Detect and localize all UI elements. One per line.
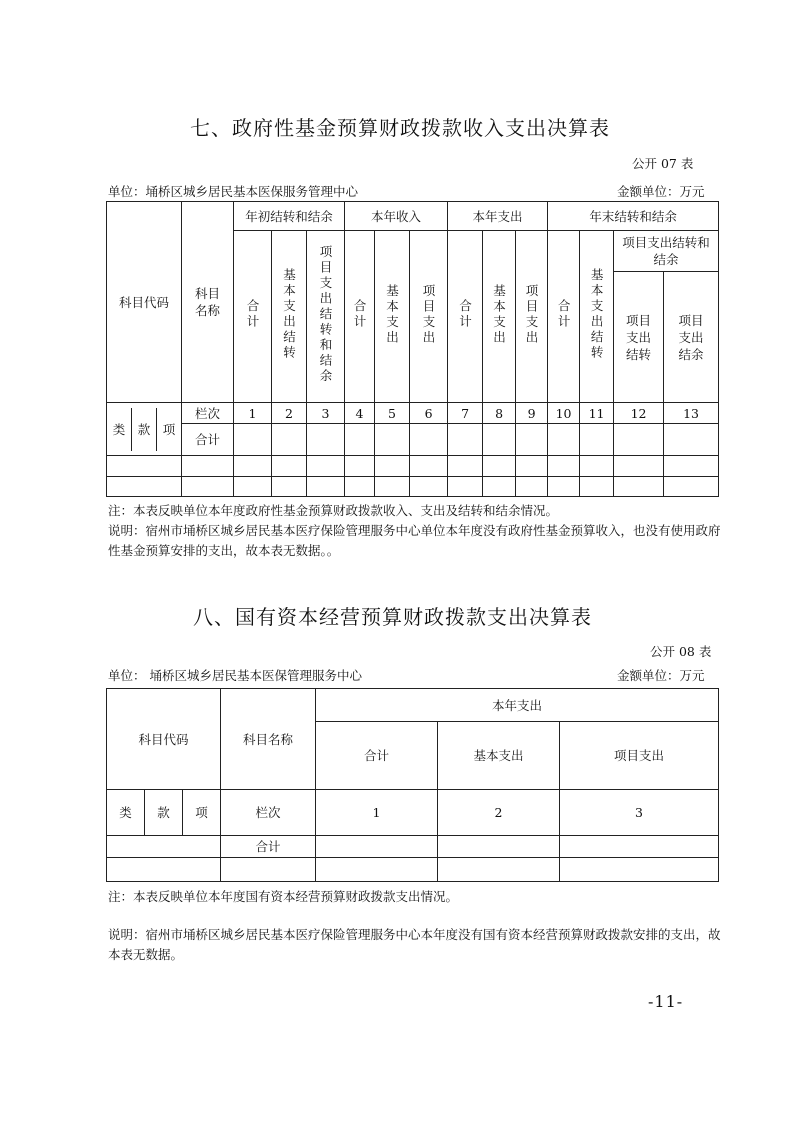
lei-kuan-xiang-cell [107, 403, 182, 456]
current-expense-group-header: 本年支出 [448, 202, 548, 231]
column-number: 11 [580, 403, 614, 424]
end-project-carry-header [614, 272, 664, 403]
column-number: 1 [316, 790, 438, 836]
end-project-balance-header [614, 231, 719, 272]
column-number: 10 [548, 403, 580, 424]
end-total-header [548, 231, 580, 403]
project-expense-header: 项目支出 [560, 722, 719, 790]
income-basic-header [375, 231, 410, 403]
begin-basic-balance-header-text: 基本支出结转 [281, 268, 297, 361]
section8-note: 注：本表反映单位本年度国有资本经营预算财政拨款支出情况。 [108, 889, 459, 904]
subject-name-header-text: 科目名称 [195, 286, 221, 318]
section7-title: 七、政府性基金预算财政拨款收入支出决算表 [190, 116, 610, 140]
heji-label: 合计 [182, 424, 234, 456]
subject-code-header: 科目代码 [107, 689, 221, 790]
section8-amount-unit: 金额单位：万元 [617, 668, 705, 683]
current-income-group-header: 本年收入 [345, 202, 448, 231]
basic-expense-header: 基本支出 [438, 722, 560, 790]
table-row [107, 456, 719, 477]
column-number: 2 [272, 403, 307, 424]
expense-total-header-text: 合计 [457, 299, 473, 330]
xiang-label: 项 [183, 790, 221, 836]
section7-amount-unit: 金额单位：万元 [617, 184, 705, 199]
income-basic-header-text: 基本支出 [384, 283, 400, 346]
begin-project-balance-header-text: 项目支出结转和结余 [318, 244, 334, 385]
end-balance-group-header: 年末结转和结余 [548, 202, 719, 231]
section8-form-number: 公开 08 表 [650, 644, 712, 659]
kuan-label: 款 [145, 790, 183, 836]
column-number: 3 [307, 403, 345, 424]
end-total-header-text: 合计 [556, 299, 572, 330]
end-project-carry-header-text: 项目支出结转 [626, 312, 652, 362]
kuan-label: 款 [132, 408, 157, 451]
total-header: 合计 [316, 722, 438, 790]
subject-code-header: 科目代码 [107, 202, 182, 403]
xiang-label: 项 [162, 421, 176, 437]
begin-balance-group-header: 年初结转和结余 [234, 202, 345, 231]
column-number: 2 [438, 790, 560, 836]
column-number: 9 [516, 403, 548, 424]
heji-label: 合计 [221, 836, 316, 858]
expense-total-header [448, 231, 483, 403]
expense-project-header [516, 231, 548, 403]
income-total-header-text: 合计 [352, 299, 368, 330]
column-number: 1 [234, 403, 272, 424]
lanci-label: 栏次 [182, 403, 234, 424]
income-total-header [345, 231, 375, 403]
section8-explanation: 说明：宿州市埇桥区城乡居民基本医疗保险管理服务中心本年度没有国有资本经营预算财政拨款安排的支出，故本表无数据。 [108, 927, 721, 962]
table-row [107, 477, 719, 497]
section7-form-number: 公开 07 表 [632, 156, 694, 171]
column-number: 13 [664, 403, 719, 424]
lei-label: 类 [107, 790, 145, 836]
column-number: 8 [483, 403, 516, 424]
begin-project-balance-header [307, 231, 345, 403]
expense-basic-header [483, 231, 516, 403]
column-number: 3 [560, 790, 719, 836]
column-number: 6 [410, 403, 448, 424]
subject-name-header [182, 202, 234, 403]
begin-basic-balance-header [272, 231, 307, 403]
section7-explanation: 说明：宿州市埇桥区城乡居民基本医疗保险管理服务中心单位本年度没有政府性基金预算收入，也没有使用政府性基金预算安排的支出，故本表无数据。。 [108, 523, 721, 558]
income-project-header [410, 231, 448, 403]
section8-title: 八、国有资本经营预算财政拨款支出决算表 [193, 605, 592, 629]
section7-unit-label: 单位：埇桥区城乡居民基本医保服务管理中心 [108, 184, 359, 199]
current-expense-group-header: 本年支出 [316, 689, 719, 722]
column-number: 5 [375, 403, 410, 424]
section7-table [106, 201, 719, 497]
end-project-balance-header-text: 项目支出结转和结余 [622, 235, 710, 267]
section8-table [106, 688, 719, 882]
income-project-header-text: 项目支出 [421, 283, 437, 346]
column-number: 7 [448, 403, 483, 424]
table-row [107, 858, 719, 882]
section8-unit-label: 单位： 埇桥区城乡居民基本医保管理服务中心 [108, 668, 362, 683]
column-number: 12 [614, 403, 664, 424]
end-basic-balance-header-text: 基本支出结转 [589, 268, 605, 361]
lei-label: 类 [107, 408, 132, 451]
begin-total-header-text: 合计 [245, 299, 261, 330]
expense-project-header-text: 项目支出 [524, 283, 540, 346]
begin-total-header [234, 231, 272, 403]
end-project-surplus-header-text: 项目支出结余 [678, 312, 704, 362]
page-number: -11- [648, 992, 684, 1011]
end-project-surplus-header [664, 272, 719, 403]
end-basic-balance-header [580, 231, 614, 403]
section7-note: 注：本表反映单位本年度政府性基金预算财政拨款收入、支出及结转和结余情况。 [108, 503, 559, 518]
lanci-label: 栏次 [221, 790, 316, 836]
expense-basic-header-text: 基本支出 [491, 283, 507, 346]
subject-name-header: 科目名称 [221, 689, 316, 790]
column-number: 4 [345, 403, 375, 424]
